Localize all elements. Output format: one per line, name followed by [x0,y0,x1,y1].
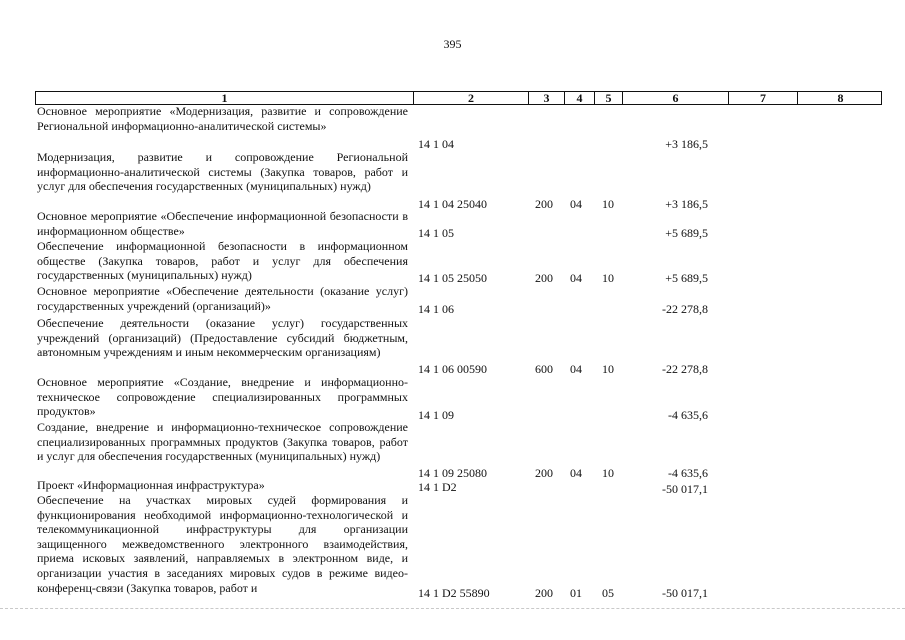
row-description: Основное мероприятие «Обеспечение деятельности (оказание услуг) государственных учреждений (организаций)» [37,284,408,313]
column-header-2: 2 [414,92,529,104]
row-amount: -50 017,1 [662,586,708,600]
row-section: 04 [570,362,582,376]
row-section: 04 [570,197,582,211]
row-subsection: 10 [602,197,614,211]
row-code: 14 1 06 00590 [418,362,487,376]
row-amount: +3 186,5 [665,197,708,211]
row-code: 14 1 05 [418,226,454,240]
row-description: Проект «Информационная инфраструктура» [37,478,265,492]
row-description: Обеспечение на участках мировых судей формирования и функционирования необходимой информационно-технологической и телекоммуникационной инфраструктуры для организации защищенного межведомственного электронного взаимодействия, приема исковых заявлений, направляемых в электронном виде, и организации участия в заседаниях мировых судов в режиме видео-конференц-связи (Закупка товаров, работ и [37,493,408,595]
row-section: 01 [570,586,582,600]
row-amount: -4 635,6 [668,408,708,422]
row-subsection: 10 [602,271,614,285]
row-code: 14 1 06 [418,302,454,316]
column-header-6: 6 [623,92,729,104]
row-code: 14 1 04 [418,137,454,151]
row-amount: +5 689,5 [665,271,708,285]
page-number: 395 [443,37,462,51]
row-code: 14 1 D2 [418,480,457,494]
row-expense-type: 200 [535,271,553,285]
row-description: Создание, внедрение и информационно-техническое сопровождение специализированных программных продуктов (Закупка товаров, работ и услуг для обеспечения государственных (муниципальных) нужд) [37,420,408,464]
row-description: Модернизация, развитие и сопровождение Региональной информационно-аналитической системы (Закупка товаров, работ и услуг для обеспечения государственных (муниципальных) нужд) [37,150,408,194]
column-header-1: 1 [36,92,414,104]
row-expense-type: 200 [535,586,553,600]
row-amount: +3 186,5 [665,137,708,151]
row-code: 14 1 05 25050 [418,271,487,285]
row-description: Основное мероприятие «Создание, внедрение и информационно-техническое сопровождение специализированных программных продуктов» [37,375,408,419]
row-code: 14 1 09 [418,408,454,422]
row-amount: +5 689,5 [665,226,708,240]
column-header-5: 5 [595,92,623,104]
row-description: Обеспечение деятельности (оказание услуг) государственных учреждений (организаций) (Предоставление субсидий бюджетным, автономным учреждениям и иным некоммерческим организациям) [37,316,408,360]
row-description: Основное мероприятие «Модернизация, развитие и сопровождение Региональной информационно-аналитической системы» [37,104,408,133]
row-amount: -22 278,8 [662,302,708,316]
row-description: Основное мероприятие «Обеспечение информационной безопасности в информационном обществе» [37,209,408,238]
table-header [35,91,882,105]
row-section: 04 [570,271,582,285]
row-section: 04 [570,466,582,480]
row-amount: -50 017,1 [662,482,708,496]
row-amount: -22 278,8 [662,362,708,376]
row-description: Обеспечение информационной безопасности в информационном обществе (Закупка товаров, работ и услуг для обеспечения государственных (муниципальных) нужд) [37,239,408,283]
row-subsection: 05 [602,586,614,600]
row-amount: -4 635,6 [668,466,708,480]
scan-divider [0,608,905,609]
row-subsection: 10 [602,362,614,376]
row-code: 14 1 04 25040 [418,197,487,211]
column-header-7: 7 [729,92,798,104]
row-expense-type: 200 [535,466,553,480]
column-header-3: 3 [529,92,565,104]
row-expense-type: 600 [535,362,553,376]
row-code: 14 1 09 25080 [418,466,487,480]
column-header-8: 8 [837,91,844,105]
row-expense-type: 200 [535,197,553,211]
row-subsection: 10 [602,466,614,480]
column-header-4: 4 [565,92,595,104]
row-code: 14 1 D2 55890 [418,586,490,600]
